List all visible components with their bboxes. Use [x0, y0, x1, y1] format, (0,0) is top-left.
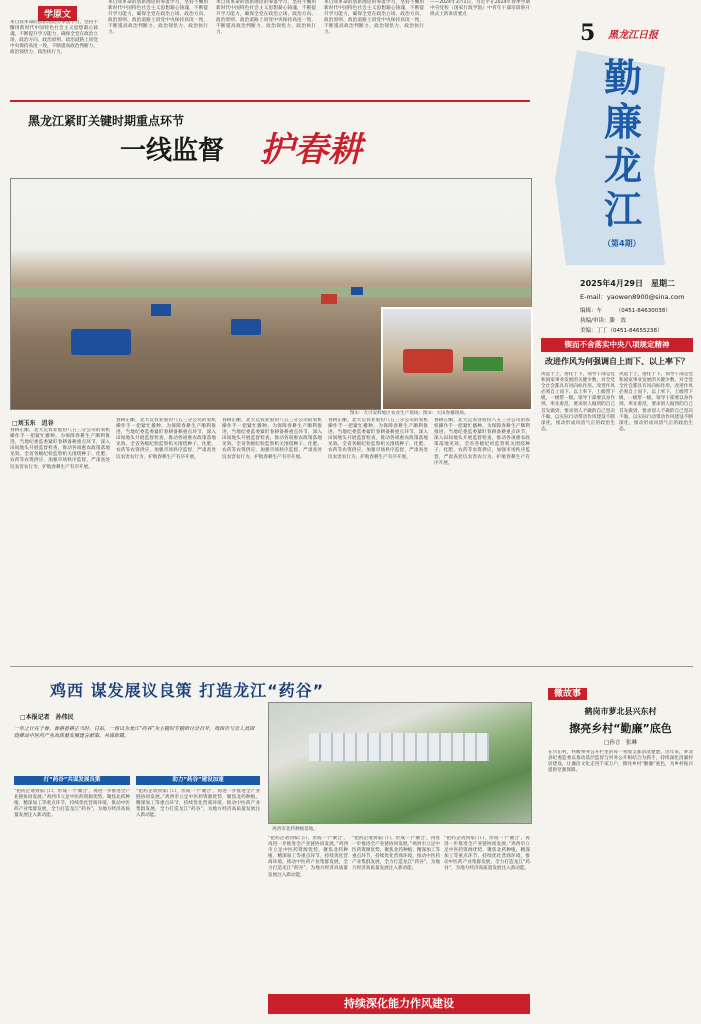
- editor-line: 编辑：车 （0451-84630038）: [580, 308, 671, 314]
- feature-body-col3: 春耕正酣，北大荒农业股份八五三分公司的农机操作手一把紧忙播种。为保障春耕生产顺利推进，当地纪委监委紧盯春耕备耕重点环节，深入田间地头开展监督检查，推动各项惠农政策落地见效。全省各级纪检监察机关围绕种子、化肥、农药等农资供应，加强市场秩序监督，严肃查处坑农害农行为，护航春耕生产有序开展。: [222, 418, 322, 460]
- top-notice: ——2024年3月1日，习近平在2024年春季学期中央党校（国家行政学院）中青年干部培训班开班式上的讲话要点: [430, 0, 530, 18]
- tractor-5: [351, 287, 363, 295]
- photo-caption: 图①：大兴安岭地区农业生产现场；图②：大田春播现场。: [350, 411, 469, 416]
- feature-body-col5: 春耕正酣，北大荒农业股份八五三分公司的农机操作手一把紧忙播种。为保障春耕生产顺利推进，当地纪委监委紧盯春耕备耕重点环节，深入田间地头开展监督检查，推动各项惠农政策落地见效。全省各级纪检监察机关围绕种子、化肥、农药等农资供应，加强市场秩序监督，严肃查处坑农害农行为，护航春耕生产有序开展。: [434, 418, 530, 466]
- bottom-banner: 持续深化能力作风建设: [268, 994, 530, 1014]
- micro-tag: 微故事: [548, 688, 587, 700]
- feature-photo: [10, 178, 532, 410]
- greenhouses: [309, 733, 489, 761]
- story2-byline: □本报记者 孙伟民: [20, 714, 74, 721]
- red-tractor: [403, 349, 453, 373]
- feature-rule: [10, 100, 530, 102]
- issue-number: （第4期）: [603, 239, 641, 248]
- sidebar-body-col1: 风起于上，俗化于下。领导干部是党和国家事业发展的关键少数，对全党全社会都具有风向标作用。改进作风必须自上而下、以上率下，上级带下级，一级带一级。领导干部要以身作则、率先垂范，要求别人做到的自己首先做到，要求别人不做的自己坚决不做，以实际行动带动作风建设不断深化，推动形成风清气正的政治生态。: [541, 372, 615, 432]
- page-title: 勤廉龙江: [603, 56, 642, 232]
- story2-photo: [268, 702, 532, 824]
- micro-headline-small: 鹤岗市萝北县兴东村: [584, 707, 657, 716]
- sidebar-headline: 改进作风为何强调自上而下、以上率下？: [545, 357, 689, 366]
- paper-name: 黑龙江日报: [608, 30, 658, 41]
- micro-tag-wrap: [548, 686, 587, 699]
- sidebar-body-col2: 风起于上，俗化于下。领导干部是党和国家事业发展的关键少数，对全党全社会都具有风向标作用。改进作风必须自上而下、以上率下，上级带下级，一级带一级。领导干部要以身作则、率先垂范，要求别人做到的自己首先做到，要求别人不做的自己坚决不做，以实际行动带动作风建设不断深化，推动形成风清气正的政治生态。: [619, 372, 693, 432]
- feature-body-col1: 春耕正酣，北大荒农业股份八五三分公司的农机操作手一把紧忙播种。为保障春耕生产顺利推进，当地纪委监委紧盯春耕备耕重点环节，深入田间地头开展监督检查，推动各项惠农政策落地见效。全省各级纪检监察机关围绕种子、化肥、农药等农资供应，加强市场秩序监督，严肃查处坑农害农行为，护航春耕生产有序开展。: [10, 428, 110, 470]
- top-body-col3: 革自我革命的创新理论的零落学习，坚持不懈用新时代中国特色社会主义思想凝心铸魂，不断提升学习能力，确保全党在政治立场、政治方向、政治原则、政治道路上同党中央保持高度一致，不断提高政治判断力、政治领悟力、政治执行力。: [216, 0, 316, 36]
- micro-byline: □孙言 张琳: [604, 740, 637, 746]
- top-body-col4: 革自我革命的创新理论的零落学习，坚持不懈用新时代中国特色社会主义思想凝心铸魂，不断提升学习能力，确保全党在政治立场、政治方向、政治原则、政治道路上同党中央保持高度一致，不断提高政治判断力、政治领悟力、政治执行力。: [324, 0, 424, 36]
- sidebar-banner: 锲而不舍落实中央八项规定精神: [541, 338, 693, 352]
- designer-line: 美编：丁丁（0451-84655238）: [580, 328, 663, 334]
- section-divider: [10, 666, 693, 667]
- inset-photo: [381, 307, 533, 411]
- tractor-1: [71, 329, 131, 355]
- story2-body-col1: “把药企请到家门口，形成一个‘聚合’，再进一步推进全产业链协同发展。”鸡西市立足中医药资源优势，聚焦北药种植、精深加工等重点环节，持续优化营商环境，推动中医药产业集群发展，全力打造龙江“药谷”，为地方经济高质量发展注入新动能。: [14, 789, 130, 819]
- story2-subhead2: 助力“药谷”建设加速: [136, 776, 260, 785]
- story2-photo-caption: 鸡西市北药种植基地。: [272, 827, 318, 832]
- tree-line: [11, 287, 531, 297]
- story2-body-col2: “把药企请到家门口，形成一个‘聚合’，再进一步推进全产业链协同发展。”鸡西市立足中医药资源优势，聚焦北药种植、精深加工等重点环节，持续优化营商环境，推动中医药产业集群发展，全力打造龙江“药谷”，为地方经济高质量发展注入新动能。: [136, 789, 260, 819]
- feature-body-col4: 春耕正酣，北大荒农业股份八五三分公司的农机操作手一把紧忙播种。为保障春耕生产顺利推进，当地纪委监委紧盯春耕备耕重点环节，深入田间地头开展监督检查，推动各项惠农政策落地见效。全省各级纪检监察机关围绕种子、化肥、农药等农资供应，加强市场秩序监督，严肃查处坑农害农行为，护航春耕生产有序开展。: [328, 418, 428, 460]
- story2-lead: 一年之计在于春。春耕备耕正当时。日前，一场以为龙江“药谷”为主题的专题研讨会召开，鸡西市与会人员围绕推动中医药产业高质量发展建言献策、共谋新篇。: [14, 726, 255, 739]
- story2-body-col3: “把药企请到家门口，形成一个‘聚合’，再进一步推进全产业链协同发展。”鸡西市立足中医药资源优势，聚焦北药种植、精深加工等重点环节，持续优化营商环境，推动中医药产业集群发展，全力打造龙江“药谷”，为地方经济高质量发展注入新动能。: [268, 836, 348, 878]
- email: E-mail：yaowen8900@sina.com: [580, 293, 685, 301]
- feature-byline: □刘玉东 迟谷: [12, 420, 54, 427]
- micro-body: 在兴东村，村级事务公开栏里的每一笔收支都清清楚楚。近年来，萝北县纪委监委以推动基层监督与村务公开相结合为抓手，持续深化清廉村居建设，让廉洁文化走进千家万户，擦亮乡村“勤廉”底色，为乡村振兴提供坚强保障。: [548, 750, 693, 774]
- story2-subhead1: 打“药谷”共谋发展良策: [14, 776, 130, 785]
- feature-title-black: 一线监督: [120, 136, 225, 166]
- tractor-3: [151, 304, 171, 316]
- green-seeder: [463, 357, 503, 371]
- page-number: 5: [580, 20, 596, 46]
- top-body-col1: 革自我革命的创新理论的零落学习，坚持不懈用新时代中国特色社会主义思想凝心铸魂，不断提升学习能力，确保全党在政治立场、政治方向、政治原则、政治道路上同党中央保持高度一致，不断提高政治判断力、政治领悟力、政治执行力。: [10, 20, 98, 56]
- feature-kicker: 黑龙江紧盯关键时期重点环节: [28, 114, 185, 128]
- tractor-2: [231, 319, 261, 335]
- story2-body-col4: “把药企请到家门口，形成一个‘聚合’，再进一步推进全产业链协同发展。”鸡西市立足中医药资源优势，聚焦北药种植、精深加工等重点环节，持续优化营商环境，推动中医药产业集群发展，全力打造龙江“药谷”，为地方经济高质量发展注入新动能。: [352, 836, 440, 872]
- tractor-4: [321, 294, 337, 304]
- story2-headline: 鸡西 谋发展议良策 打造龙江“药谷”: [50, 681, 325, 700]
- feature-title-red: 护春耕: [260, 130, 362, 170]
- top-body-col2: 革自我革命的创新理论的零落学习，坚持不懈用新时代中国特色社会主义思想凝心铸魂，不断提升学习能力，确保全党在政治立场、政治方向、政治原则、政治道路上同党中央保持高度一致，不断提高政治判断力、政治领悟力、政治执行力。: [108, 0, 208, 36]
- story2-body-col5: “把药企请到家门口，形成一个‘聚合’，再进一步推进全产业链协同发展。”鸡西市立足中医药资源优势，聚焦北药种植、精深加工等重点环节，持续优化营商环境，推动中医药产业集群发展，全力打造龙江“药谷”，为地方经济高质量发展注入新动能。: [444, 836, 530, 872]
- checker-line: 执编/审读：滕 效: [580, 318, 626, 324]
- issue-date: 2025年4月29日 星期二: [580, 279, 675, 288]
- feature-body-col2: 春耕正酣，北大荒农业股份八五三分公司的农机操作手一把紧忙播种。为保障春耕生产顺利推进，当地纪委监委紧盯春耕备耕重点环节，深入田间地头开展监督检查，推动各项惠农政策落地见效。全省各级纪检监察机关围绕种子、化肥、农药等农资供应，加强市场秩序监督，严肃查处坑农害农行为，护航春耕生产有序开展。: [116, 418, 216, 460]
- section-tag: 学原文: [38, 6, 77, 21]
- micro-headline: 擦亮乡村“勤廉”底色: [569, 722, 672, 735]
